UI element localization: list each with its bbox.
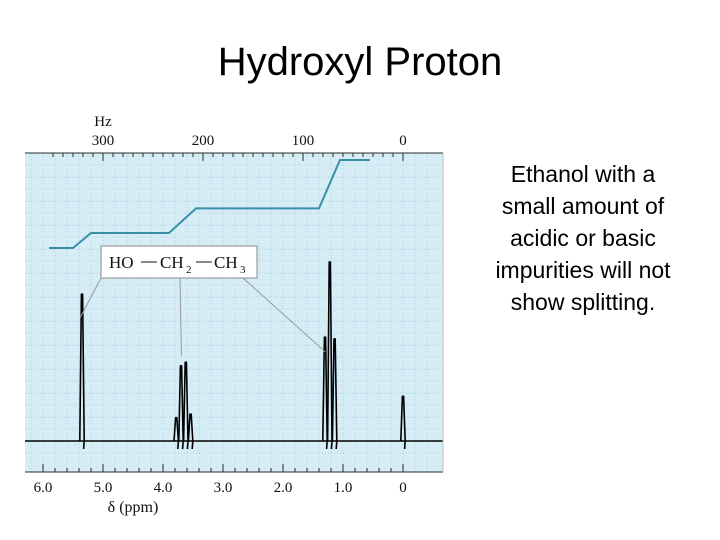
top-tick-label: 200 [191,133,215,149]
caption-line: impurities will not [495,257,671,283]
plot-area [25,153,443,472]
plot-background [25,153,443,472]
bottom-tick-label: 1.0 [333,480,353,496]
top-tick-label: 100 [291,133,315,149]
ethanol-structure-label [101,246,257,278]
top-tick-label: 0 [399,133,407,149]
structure-text: CH [160,253,184,272]
caption-line: acidic or basic [510,225,656,251]
structure-text: HO [109,253,134,272]
bottom-tick-label: 4.0 [153,480,173,496]
top-tick-label: 300 [91,133,115,149]
bottom-tick-label: 5.0 [93,480,113,496]
bottom-tick-label: 2.0 [273,480,293,496]
caption-line: small amount of [501,193,665,219]
caption-line: show splitting. [510,289,656,315]
caption-text [458,158,708,318]
bottom-tick-label: 6.0 [33,480,53,496]
top-axis-label: Hz [94,114,112,130]
structure-text: 3 [240,264,246,276]
bottom-tick-label: 3.0 [213,480,233,496]
caption-line: Ethanol with a [510,161,656,187]
slide-title: Hydroxyl Proton [217,40,503,84]
x-axis-label: δ (ppm) [107,499,159,516]
bottom-tick-label: 0 [399,480,407,496]
structure-text: CH [214,253,238,272]
structure-text: 2 [186,264,192,276]
